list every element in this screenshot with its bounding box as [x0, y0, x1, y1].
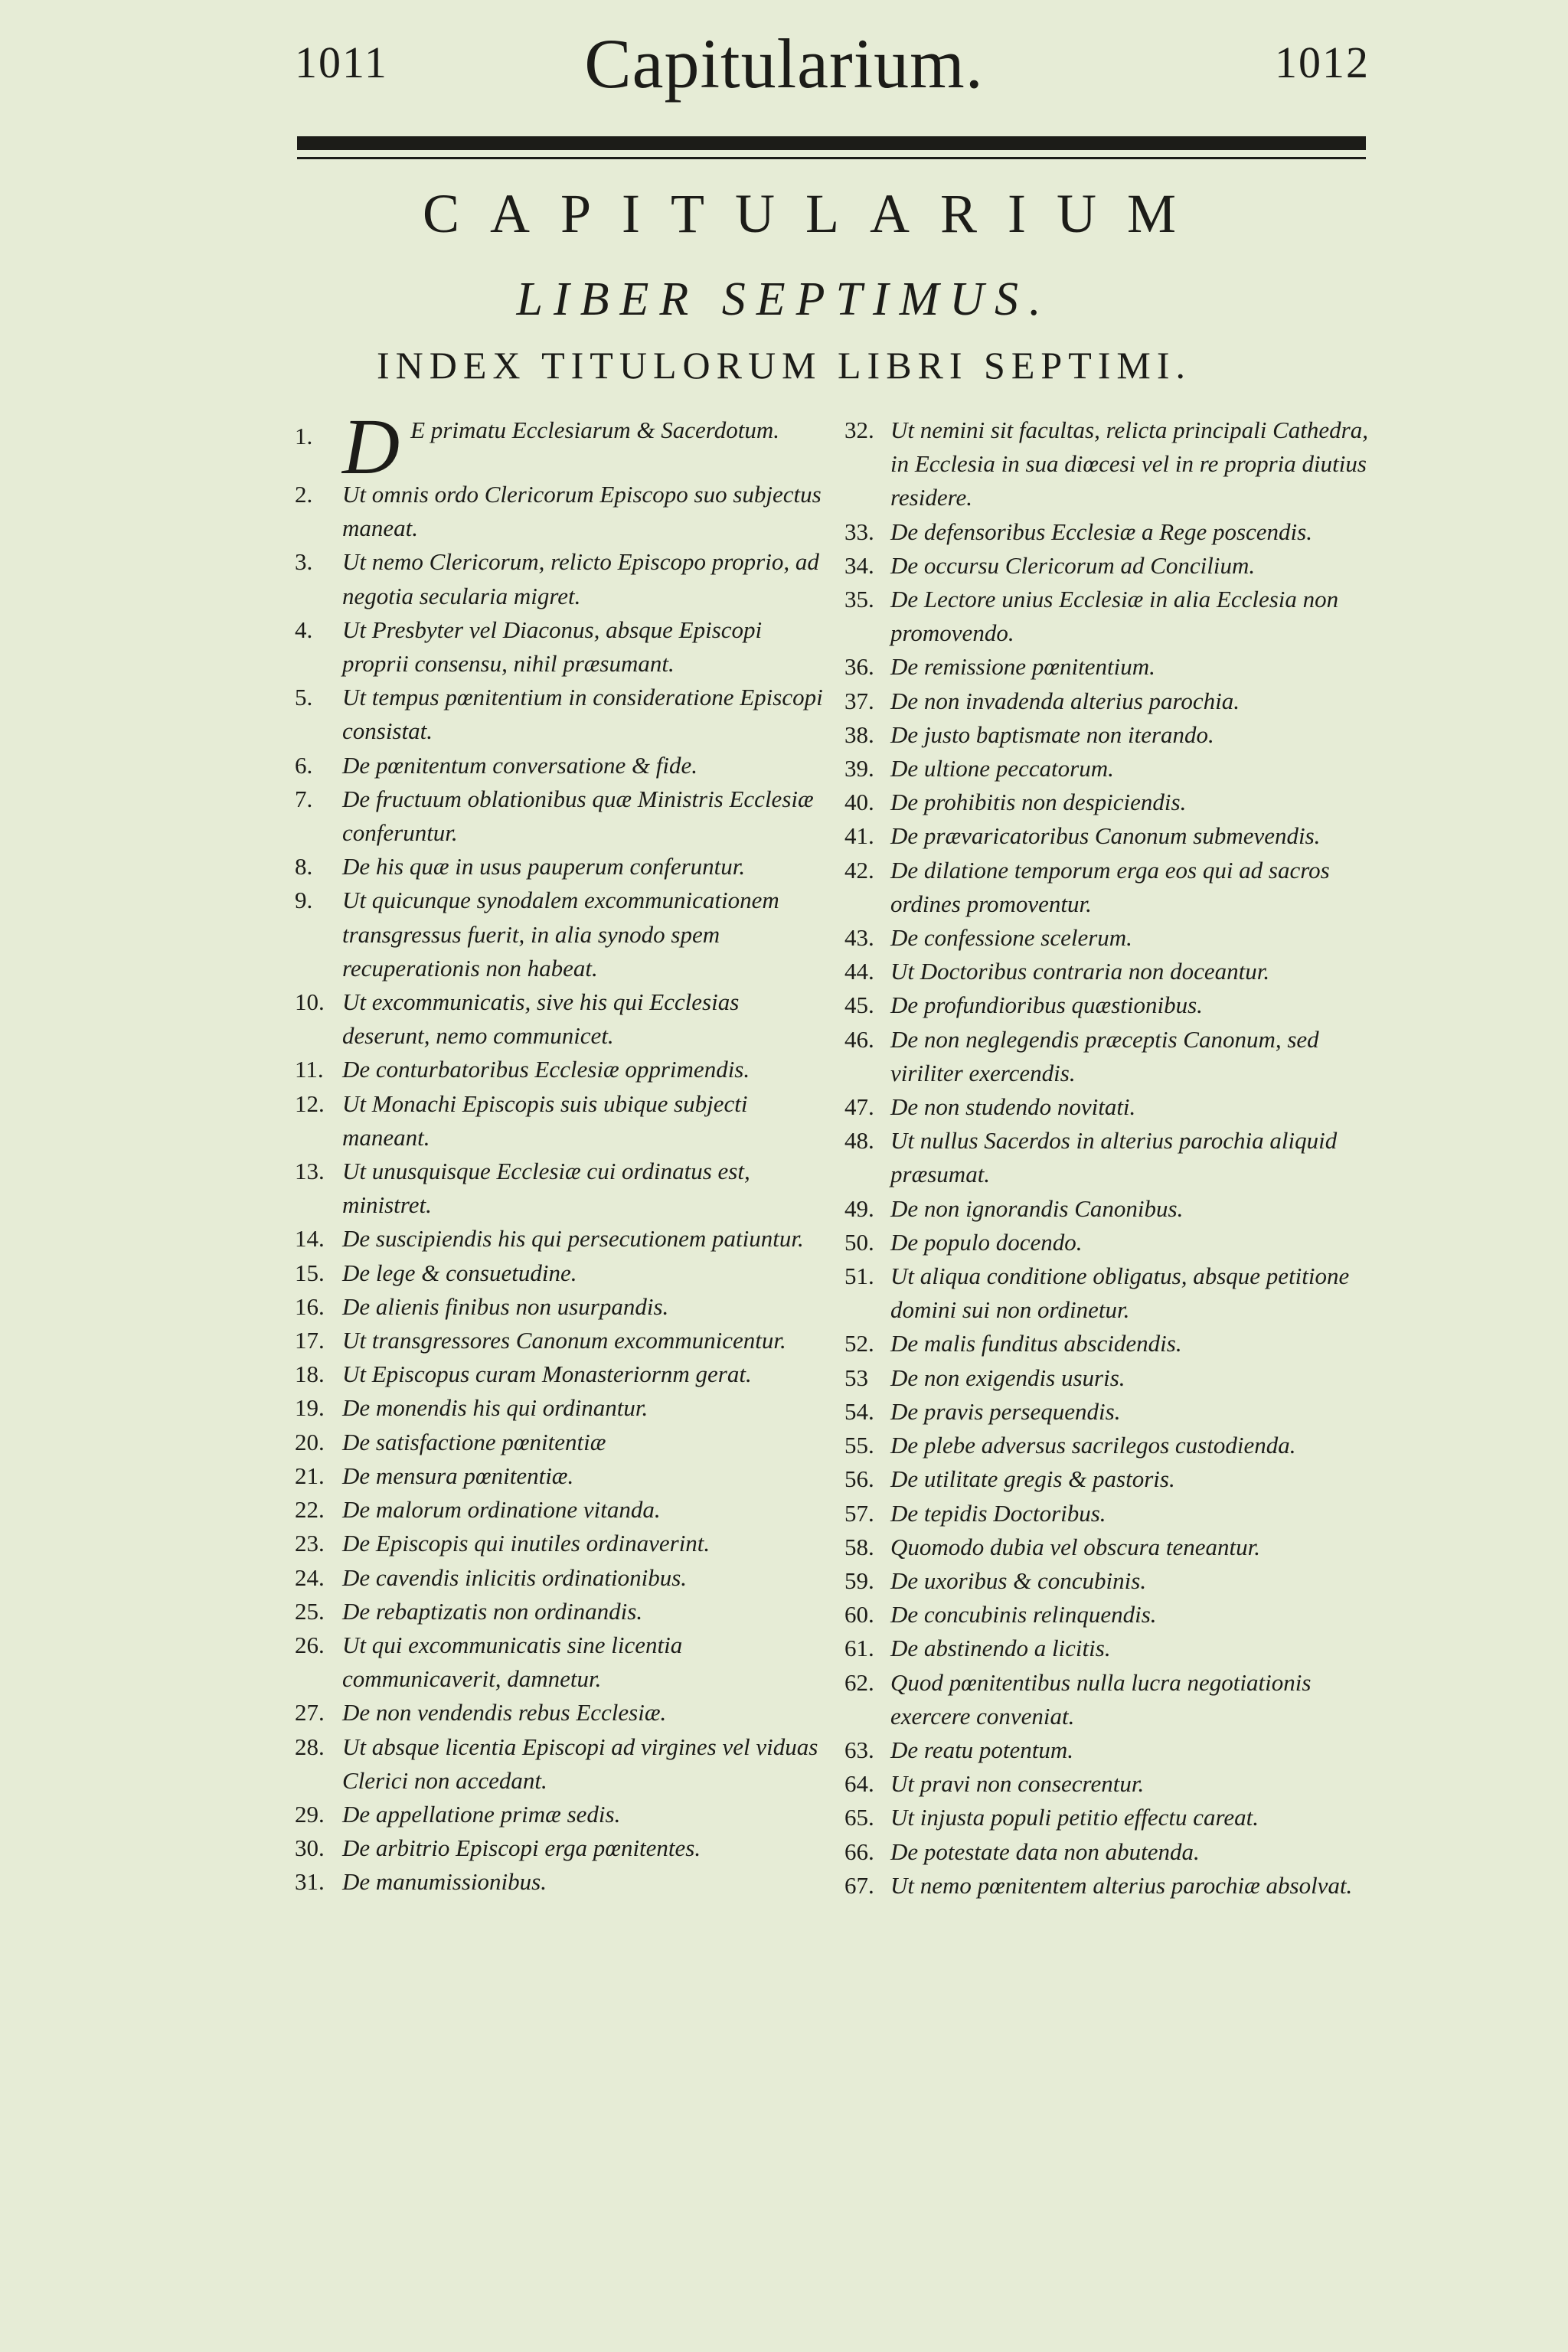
entry-text: De profundioribus quæstionibus.: [890, 991, 1203, 1019]
index-entry: [844, 1395, 1380, 1429]
index-entry: [844, 1767, 1380, 1801]
index-entry: [295, 1730, 823, 1798]
index-entry: [295, 1256, 823, 1290]
entry-number: 6.: [295, 751, 313, 779]
entry-text: De dilatione temporum erga eos qui ad sacros ordines promoventur.: [890, 856, 1330, 917]
index-entry: [844, 684, 1380, 718]
entry-text: Ut nemini sit facultas, relicta principali Cathedra, in Ecclesia in sua diœcesi vel in re propria diutius residere.: [890, 416, 1368, 511]
entry-number: 26.: [295, 1631, 325, 1658]
index-entry: [844, 1192, 1380, 1226]
index-entry: [844, 1429, 1380, 1462]
entry-text: Ut tempus pœnitentium in consideratione Episcopi consistat.: [342, 684, 823, 745]
entry-number: 20.: [295, 1428, 325, 1455]
entry-text: De fructuum oblationibus quæ Ministris Ecclesiæ conferuntur.: [342, 785, 814, 847]
index-entry: [844, 1090, 1380, 1124]
entry-number: 10.: [295, 988, 325, 1016]
entry-text: De potestate data non abutenda.: [890, 1838, 1200, 1865]
entry-text: De malis funditus abscidendis.: [890, 1330, 1182, 1357]
index-entry: [295, 749, 823, 782]
entry-text: De non exigendis usuris.: [890, 1364, 1125, 1391]
entry-text: Ut Episcopus curam Monasteriornm gerat.: [342, 1361, 752, 1388]
index-entry: [844, 1632, 1380, 1665]
index-entry: [295, 1290, 823, 1324]
entry-text: De defensoribus Ecclesiæ a Rege poscendis.: [890, 518, 1312, 545]
entry-text: De plebe adversus sacrilegos custodienda.: [890, 1432, 1296, 1459]
index-entry: [844, 955, 1380, 988]
index-entry: [844, 854, 1380, 921]
index-entry: [844, 1124, 1380, 1191]
entry-text: De occursu Clericorum ad Concilium.: [890, 551, 1256, 579]
entry-number: 14.: [295, 1225, 325, 1253]
index-entry: [844, 819, 1380, 853]
entry-text: De conturbatoribus Ecclesiæ opprimendis.: [342, 1056, 750, 1083]
index-entry: [844, 1226, 1380, 1259]
entry-number: 43.: [844, 924, 874, 952]
entry-number: 5.: [295, 684, 313, 711]
entry-number: 37.: [844, 687, 874, 714]
entry-number: 12.: [295, 1089, 325, 1117]
entry-text: De alienis finibus non usurpandis.: [342, 1292, 669, 1320]
entry-text: De populo docendo.: [890, 1228, 1083, 1256]
index-entry: [844, 515, 1380, 549]
index-column-left: [295, 403, 823, 1900]
entry-number: 31.: [295, 1868, 325, 1896]
index-entry: [295, 1391, 823, 1425]
entry-number: 46.: [844, 1025, 874, 1053]
entry-number: 54.: [844, 1397, 874, 1425]
index-entry: [295, 1561, 823, 1595]
entry-number: 34.: [844, 551, 874, 579]
entry-text: De non neglegendis præceptis Canonum, sed viriliter exercendis.: [890, 1025, 1319, 1086]
entry-text: De suscipiendis his qui persecutionem patiuntur.: [342, 1225, 804, 1253]
main-title: CAPITULARIUM: [422, 183, 1207, 244]
entry-number: 63.: [844, 1736, 874, 1763]
index-entry: [295, 1798, 823, 1831]
entry-number: 51.: [844, 1263, 874, 1290]
entry-text: Ut transgressores Canonum excommunicentur.: [342, 1327, 786, 1354]
entry-text: De malorum ordinatione vitanda.: [342, 1496, 661, 1524]
index-entry: [295, 1155, 823, 1222]
entry-number: 41.: [844, 822, 874, 850]
entry-number: 22.: [295, 1496, 325, 1524]
index-entry: [844, 1259, 1380, 1327]
entry-number: 65.: [844, 1804, 874, 1831]
entry-text: Quod pœnitentibus nulla lucra negotiationis exercere conveniat.: [890, 1668, 1312, 1730]
entry-number: 33.: [844, 518, 874, 545]
entry-text: [342, 403, 823, 491]
entry-number: 60.: [844, 1601, 874, 1628]
index-entry: [295, 545, 823, 612]
entry-text: Ut Doctoribus contraria non doceantur.: [890, 958, 1270, 985]
entry-text: Ut unusquisque Ecclesiæ cui ordinatus est, ministret.: [342, 1158, 750, 1219]
entry-number: 25.: [295, 1597, 325, 1625]
index-entry: [844, 1497, 1380, 1530]
page-number-right: 1012: [1275, 38, 1370, 87]
entry-number: 59.: [844, 1566, 874, 1594]
entry-number: 8.: [295, 853, 313, 880]
entry-text: Ut nemo pœnitentem alterius parochiæ absolvat.: [890, 1871, 1353, 1899]
index-entry: [295, 1459, 823, 1493]
entry-text: De uxoribus & concubinis.: [890, 1566, 1147, 1594]
drop-cap-initial: D: [342, 403, 400, 491]
index-entry: [844, 718, 1380, 752]
entry-number: 17.: [295, 1327, 325, 1354]
index-entry: [844, 1733, 1380, 1767]
entry-text: Ut omnis ordo Clericorum Episcopo suo subjectus maneat.: [342, 481, 822, 542]
entry-number: 4.: [295, 616, 313, 643]
entry-text: De tepidis Doctoribus.: [890, 1499, 1106, 1527]
entry-text: De manumissionibus.: [342, 1868, 547, 1896]
entry-text: De utilitate gregis & pastoris.: [890, 1465, 1175, 1493]
entry-text: Ut Monachi Episcopis suis ubique subjecti maneant.: [342, 1089, 748, 1151]
entry-text: De appellatione primæ sedis.: [342, 1800, 621, 1828]
entry-text: Ut pravi non consecrentur.: [890, 1770, 1145, 1798]
entry-number: 55.: [844, 1432, 874, 1459]
index-entry: [295, 403, 823, 491]
entry-number: 9.: [295, 887, 313, 914]
index-entry: [844, 1530, 1380, 1564]
entry-number: 30.: [295, 1834, 325, 1862]
entry-text: Ut nemo Clericorum, relicto Episcopo proprio, ad negotia secularia migret.: [342, 548, 819, 609]
index-column-right: [844, 413, 1380, 1903]
index-entry: [844, 413, 1380, 515]
index-entry: [295, 782, 823, 850]
entry-number: 45.: [844, 991, 874, 1019]
index-entry: [844, 1835, 1380, 1869]
entry-text: De cavendis inlicitis ordinationibus.: [342, 1563, 688, 1591]
entry-text: De prohibitis non despiciendis.: [890, 789, 1187, 816]
entry-text: De non invadenda alterius parochia.: [890, 687, 1240, 714]
entry-number: 7.: [295, 785, 313, 812]
entry-number: 39.: [844, 755, 874, 782]
index-entry: [844, 1598, 1380, 1632]
index-entry: [295, 478, 823, 545]
entry-number: 62.: [844, 1668, 874, 1696]
entry-number: 36.: [844, 653, 874, 681]
entry-text: De Lectore unius Ecclesiæ in alia Ecclesia non promovendo.: [890, 586, 1339, 647]
index-entry: [295, 1357, 823, 1391]
entry-text: Ut injusta populi petitio effectu careat.: [890, 1804, 1259, 1831]
header-rule-thin: [297, 157, 1366, 159]
entry-text: De ultione peccatorum.: [890, 755, 1114, 782]
entry-number: 52.: [844, 1330, 874, 1357]
index-entry: [295, 1087, 823, 1155]
entry-number: 32.: [844, 416, 874, 443]
entry-number: 1.: [295, 423, 313, 449]
entry-number: 11.: [295, 1056, 324, 1083]
entry-number: 23.: [295, 1530, 325, 1557]
index-entry: [844, 1361, 1380, 1395]
index-entry: [844, 1666, 1380, 1733]
entry-number: 2.: [295, 481, 313, 508]
entry-text: De confessione scelerum.: [890, 924, 1132, 952]
entry-number: 3.: [295, 548, 313, 576]
entry-number: 50.: [844, 1228, 874, 1256]
entry-text: De rebaptizatis non ordinandis.: [342, 1597, 643, 1625]
entry-text: De non studendo novitati.: [890, 1093, 1136, 1121]
entry-number: 15.: [295, 1259, 325, 1286]
index-entry: [295, 985, 823, 1053]
entry-text: De reatu potentum.: [890, 1736, 1074, 1763]
entry-text: Ut qui excommunicatis sine licentia communicaverit, damnetur.: [342, 1631, 683, 1693]
index-entry: [295, 1595, 823, 1628]
entry-number: 44.: [844, 958, 874, 985]
entry-number: 29.: [295, 1800, 325, 1828]
entry-number: 49.: [844, 1194, 874, 1222]
entry-number: 21.: [295, 1462, 325, 1489]
entry-text: De abstinendo a licitis.: [890, 1635, 1111, 1662]
index-entry: [844, 1869, 1380, 1903]
running-title: Capitularium.: [584, 24, 984, 103]
index-entry: [844, 650, 1380, 684]
entry-number: 38.: [844, 720, 874, 748]
entry-number: 48.: [844, 1127, 874, 1155]
entry-number: 47.: [844, 1093, 874, 1121]
entry-text: De justo baptismate non iterando.: [890, 720, 1214, 748]
index-entry: [844, 1023, 1380, 1090]
entry-number: 53: [844, 1364, 868, 1391]
entry-number: 13.: [295, 1158, 325, 1185]
entry-text: De non vendendis rebus Ecclesiæ.: [342, 1699, 667, 1726]
entry-number: 28.: [295, 1733, 325, 1760]
index-entry: [295, 1527, 823, 1560]
entry-text: Ut Presbyter vel Diaconus, absque Episcopi proprii consensu, nihil præsumant.: [342, 616, 763, 678]
entry-number: 35.: [844, 586, 874, 613]
index-entry: [295, 1865, 823, 1899]
index-entry: [844, 549, 1380, 583]
entry-text: De satisfactione pœnitentiæ: [342, 1428, 606, 1455]
index-entry: [295, 850, 823, 884]
entry-text: Quomodo dubia vel obscura teneantur.: [890, 1533, 1261, 1560]
entry-number: 42.: [844, 856, 874, 884]
entry-number: 18.: [295, 1361, 325, 1388]
entry-text: De pravis persequendis.: [890, 1397, 1121, 1425]
index-entry: [844, 752, 1380, 786]
entry-number: 67.: [844, 1871, 874, 1899]
index-entry: [844, 1801, 1380, 1834]
index-heading: INDEX TITULORUM LIBRI SEPTIMI.: [376, 344, 1192, 387]
index-entry: [844, 1462, 1380, 1496]
index-entry: [295, 1831, 823, 1865]
index-entry: [295, 681, 823, 748]
entry-text: De his quæ in usus pauperum conferuntur.: [342, 853, 746, 880]
entry-number: 24.: [295, 1563, 325, 1591]
entry-number: 64.: [844, 1770, 874, 1798]
entry-number: 19.: [295, 1394, 325, 1422]
page-number-left: 1011: [295, 38, 388, 87]
entry-text-body: E primatu Ecclesiarum & Sacerdotum.: [410, 416, 779, 443]
entry-number: 56.: [844, 1465, 874, 1493]
index-entry: [844, 583, 1380, 650]
entry-number: 57.: [844, 1499, 874, 1527]
index-entry: [295, 1426, 823, 1459]
entry-text: De remissione pœnitentium.: [890, 653, 1155, 681]
entry-number: 27.: [295, 1699, 325, 1726]
index-entry: [295, 884, 823, 985]
entry-text: Ut quicunque synodalem excommunicationem transgressus fuerit, in alia synodo spem recuperationis non habeat.: [342, 887, 779, 982]
entry-number: 66.: [844, 1838, 874, 1865]
entry-text: Ut excommunicatis, sive his qui Ecclesias deserunt, nemo communicet.: [342, 988, 740, 1050]
subtitle: LIBER SEPTIMUS.: [516, 273, 1052, 325]
index-entry: [844, 988, 1380, 1022]
index-entry: [295, 1628, 823, 1696]
entry-number: 40.: [844, 789, 874, 816]
entry-text: De arbitrio Episcopi erga pœnitentes.: [342, 1834, 701, 1862]
entry-text: De Episcopis qui inutiles ordinaverint.: [342, 1530, 710, 1557]
entry-text: De concubinis relinquendis.: [890, 1601, 1157, 1628]
entry-text: Ut absque licentia Episcopi ad virgines vel viduas Clerici non accedant.: [342, 1733, 818, 1794]
entry-text: De monendis his qui ordinantur.: [342, 1394, 648, 1422]
index-entry: [844, 1327, 1380, 1361]
index-entry: [295, 1493, 823, 1527]
index-entry: [844, 921, 1380, 955]
index-entry: [295, 613, 823, 681]
index-entry: [844, 1564, 1380, 1598]
entry-number: 16.: [295, 1292, 325, 1320]
header-rule-thick: [297, 136, 1366, 150]
entry-text: De non ignorandis Canonibus.: [890, 1194, 1184, 1222]
index-entry: [295, 1696, 823, 1730]
entry-text: De lege & consuetudine.: [342, 1259, 577, 1286]
index-entry: [295, 1324, 823, 1357]
index-entry: [844, 786, 1380, 819]
entry-text: De pœnitentum conversatione & fide.: [342, 751, 698, 779]
entry-text: De mensura pœnitentiæ.: [342, 1462, 574, 1489]
entry-number: 58.: [844, 1533, 874, 1560]
index-entry: [295, 1222, 823, 1256]
entry-text: Ut aliqua conditione obligatus, absque petitione domini sui non ordinetur.: [890, 1263, 1350, 1324]
entry-number: 61.: [844, 1635, 874, 1662]
entry-text: De prævaricatoribus Canonum submevendis.: [890, 822, 1321, 850]
entry-text: Ut nullus Sacerdos in alterius parochia aliquid præsumat.: [890, 1127, 1338, 1188]
index-entry: [295, 1053, 823, 1086]
